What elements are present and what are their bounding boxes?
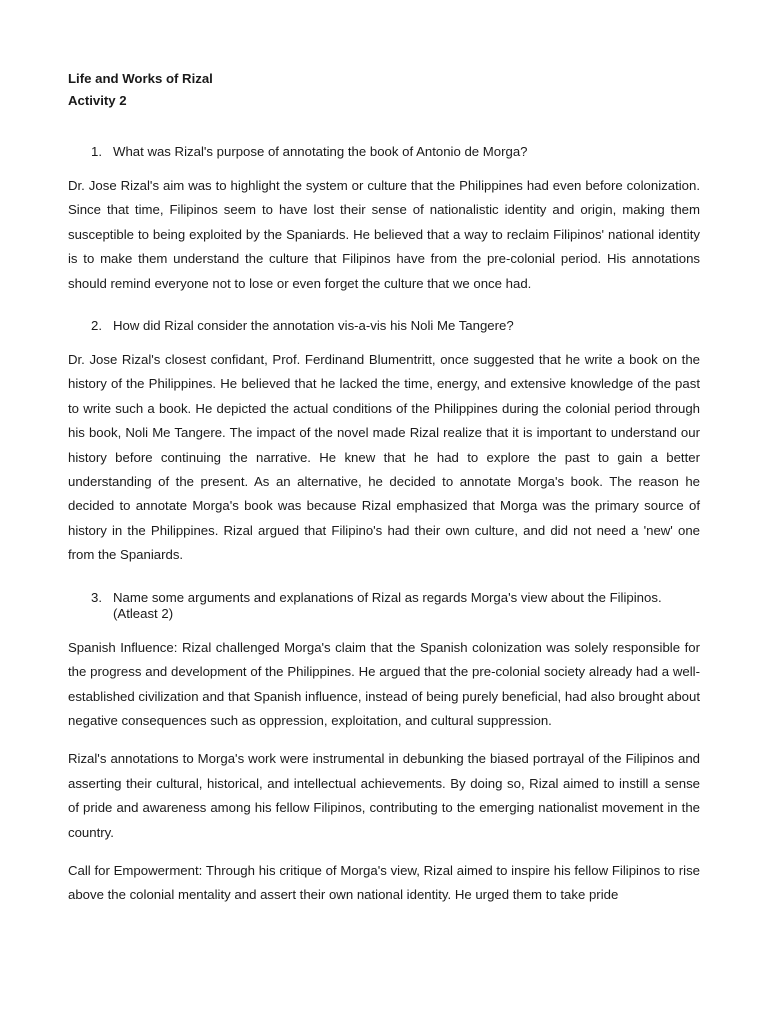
question-text: How did Rizal consider the annotation vis-a-vis his Noli Me Tangere? (113, 318, 514, 334)
question-text: What was Rizal's purpose of annotating the book of Antonio de Morga? (113, 144, 528, 159)
answer-paragraph: Call for Empowerment: Through his critique of Morga's view, Rizal aimed to inspire his fellow Filipinos to rise above the colonial mentality and assert their own national identity. He urged them to take pride (68, 862, 700, 903)
question-number: 3. (91, 589, 102, 605)
question-text: Name some arguments and explanations of Rizal as regards Morga's view about the Filipinos. (Atleast 2) (113, 589, 662, 621)
answer-paragraph: Rizal's annotations to Morga's work were instrumental in debunking the biased portrayal of the Filipinos and asserting their cultural, historical, and intellectual achievements. By doing so, Rizal aimed to instill a sense of pride and awareness among his fellow Filipinos, contributing to the emerging nationalist movement in the country. (68, 751, 700, 840)
answer-paragraph: Dr. Jose Rizal's aim was to highlight the system or culture that the Philippines had even before colonization. Since that time, Filipinos seem to have lost their sense of nationalistic identity and origin, making them susceptible to being exploited by the Spaniards. He believed that a way to reclaim Filipinos' national identity is to make them understand the culture that Filipinos have from the pre-colonial period. His annotations should remind everyone not to lose or even forget the culture that we once had. (68, 178, 700, 291)
question-number: 1. (91, 144, 102, 159)
answer-paragraph: Dr. Jose Rizal's closest confidant, Prof. Ferdinand Blumentritt, once suggested that he write a book on the history of the Philippines. He believed that he lacked the time, energy, and extensive knowledge of the past to write such a book. He depicted the actual conditions of the Philippines during the colonial period through his book, Noli Me Tangere. The impact of the novel made Rizal realize that it is important to understand our history before continuing the narrative. He knew that he had to explore the past to gain a better understanding of the present. As an alternative, he decided to annotate Morga's book. The reason he decided to annotate Morga's book was because Rizal emphasized that Morga was the primary source of history in the Philippines. Rizal argued that Filipino's had their own culture, and did not need a 'new' one from the Spaniards. (68, 352, 700, 563)
question-2 (68, 318, 700, 334)
question-1 (68, 144, 700, 160)
document-page (68, 68, 700, 908)
question-3 (68, 590, 700, 622)
answer-paragraph: Spanish Influence: Rizal challenged Morga's claim that the Spanish colonization was solely responsible for the progress and development of the Philippines. He argued that the pre-colonial society already had a well-established civilization and that Spanish influence, instead of being purely beneficial, had also brought about negative consequences such as oppression, exploitation, and cultural suppression. (68, 639, 700, 728)
question-number: 2. (91, 318, 102, 334)
document-subtitle: Activity 2 (68, 93, 127, 108)
document-title: Life and Works of Rizal (68, 71, 213, 86)
